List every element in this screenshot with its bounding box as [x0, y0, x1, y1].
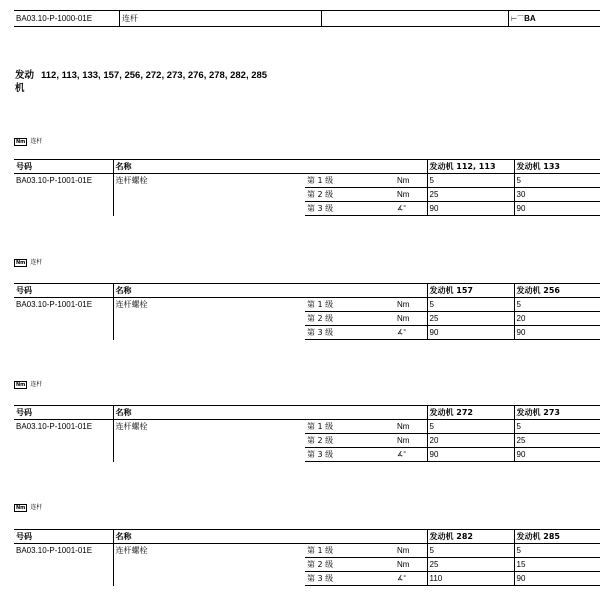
stage: 第 2 级 [305, 188, 395, 202]
value-b: 90 [514, 572, 600, 586]
torque-nm-icon: Nm [16, 259, 26, 266]
unit: Nm [397, 422, 410, 431]
table-header-row [14, 530, 600, 544]
angle-unit: ∡° [395, 202, 427, 216]
section-label-text: 连杆 [30, 381, 43, 388]
col-number: 号码 [14, 284, 113, 298]
angle-unit: ∡° [395, 326, 427, 340]
doc-tag-label: BA [524, 14, 536, 23]
part-number: BA03.10-P-1001-01E [16, 300, 93, 309]
stage: 第 3 级 [305, 202, 395, 216]
value-a: 90 [427, 202, 514, 216]
value-a: 20 [427, 434, 514, 448]
section-label [14, 137, 42, 147]
unit: Nm [397, 300, 410, 309]
col-name: 名称 [113, 406, 427, 420]
wrench-icon: ⊢⌒ [511, 16, 525, 23]
col-engine-a: 发动机 282 [427, 530, 514, 544]
stage: 第 1 级 [307, 422, 334, 431]
part-number: BA03.10-P-1001-01E [16, 176, 93, 185]
value-a: 25 [427, 558, 514, 572]
section-label [14, 258, 42, 268]
torque-nm-icon: Nm [16, 381, 26, 388]
value-b: 15 [514, 558, 600, 572]
section-label-text: 连杆 [30, 504, 43, 511]
stage: 第 1 级 [307, 546, 334, 555]
part-name: 连杆螺栓 [113, 420, 305, 462]
part-name: 连杆螺栓 [113, 544, 305, 586]
unit: Nm [397, 176, 410, 185]
table-header-row [14, 406, 600, 420]
table-row [14, 420, 600, 434]
header-empty-cell [321, 11, 508, 26]
value-a: 5 [427, 420, 514, 434]
unit: Nm [395, 434, 427, 448]
value-a: 90 [427, 448, 514, 462]
col-name: 名称 [113, 160, 427, 174]
part-number: BA03.10-P-1001-01E [16, 546, 93, 555]
stage: 第 1 级 [307, 300, 334, 309]
engine-list-title [15, 69, 267, 95]
angle-unit: ∡° [395, 572, 427, 586]
table-row [14, 174, 600, 188]
col-engine-a: 发动机 157 [427, 284, 514, 298]
value-b: 90 [514, 202, 600, 216]
col-engine-b: 发动机 256 [514, 284, 600, 298]
section-label [14, 503, 42, 513]
section-label-text: 连杆 [30, 138, 43, 145]
document-header [14, 10, 600, 27]
col-engine-b: 发动机 285 [514, 530, 600, 544]
torque-table [14, 405, 600, 462]
unit: Nm [395, 312, 427, 326]
col-engine-b: 发动机 133 [514, 160, 600, 174]
value-b: 5 [514, 298, 600, 312]
col-engine-a: 发动机 272 [427, 406, 514, 420]
value-a: 110 [427, 572, 514, 586]
stage: 第 3 级 [305, 326, 395, 340]
value-b: 5 [514, 174, 600, 188]
value-b: 5 [514, 544, 600, 558]
section-label [14, 380, 42, 390]
value-a: 90 [427, 326, 514, 340]
engines-label: 发动机 [15, 70, 35, 94]
angle-unit: ∡° [395, 448, 427, 462]
col-number: 号码 [14, 530, 113, 544]
value-b: 20 [514, 312, 600, 326]
value-a: 5 [427, 174, 514, 188]
col-name: 名称 [113, 530, 427, 544]
torque-table [14, 159, 600, 216]
stage: 第 3 级 [305, 572, 395, 586]
unit: Nm [397, 546, 410, 555]
value-b: 90 [514, 448, 600, 462]
torque-table [14, 283, 600, 340]
value-a: 25 [427, 312, 514, 326]
torque-nm-icon: Nm [16, 504, 26, 511]
table-header-row [14, 160, 600, 174]
stage: 第 2 级 [305, 558, 395, 572]
value-b: 25 [514, 434, 600, 448]
stage: 第 3 级 [305, 448, 395, 462]
value-b: 30 [514, 188, 600, 202]
col-name: 名称 [113, 284, 427, 298]
doc-title: 连杆 [119, 11, 321, 26]
col-engine-b: 发动机 273 [514, 406, 600, 420]
table-row [14, 544, 600, 558]
col-engine-a: 发动机 112, 113 [427, 160, 514, 174]
unit: Nm [395, 558, 427, 572]
torque-nm-icon: Nm [16, 138, 26, 145]
stage: 第 1 级 [307, 176, 334, 185]
doc-tag [508, 11, 600, 26]
doc-code: BA03.10-P-1000-01E [16, 14, 93, 23]
stage: 第 2 级 [305, 312, 395, 326]
value-b: 5 [514, 420, 600, 434]
stage: 第 2 级 [305, 434, 395, 448]
value-a: 5 [427, 544, 514, 558]
torque-table [14, 529, 600, 586]
col-number: 号码 [14, 406, 113, 420]
table-row [14, 298, 600, 312]
value-a: 25 [427, 188, 514, 202]
col-number: 号码 [14, 160, 113, 174]
unit: Nm [395, 188, 427, 202]
section-label-text: 连杆 [30, 259, 43, 266]
part-name: 连杆螺栓 [113, 174, 305, 216]
table-header-row [14, 284, 600, 298]
engines-list: 112, 113, 133, 157, 256, 272, 273, 276, 278, 282, 285 [41, 70, 268, 81]
value-b: 90 [514, 326, 600, 340]
part-number: BA03.10-P-1001-01E [16, 422, 93, 431]
part-name: 连杆螺栓 [113, 298, 305, 340]
value-a: 5 [427, 298, 514, 312]
